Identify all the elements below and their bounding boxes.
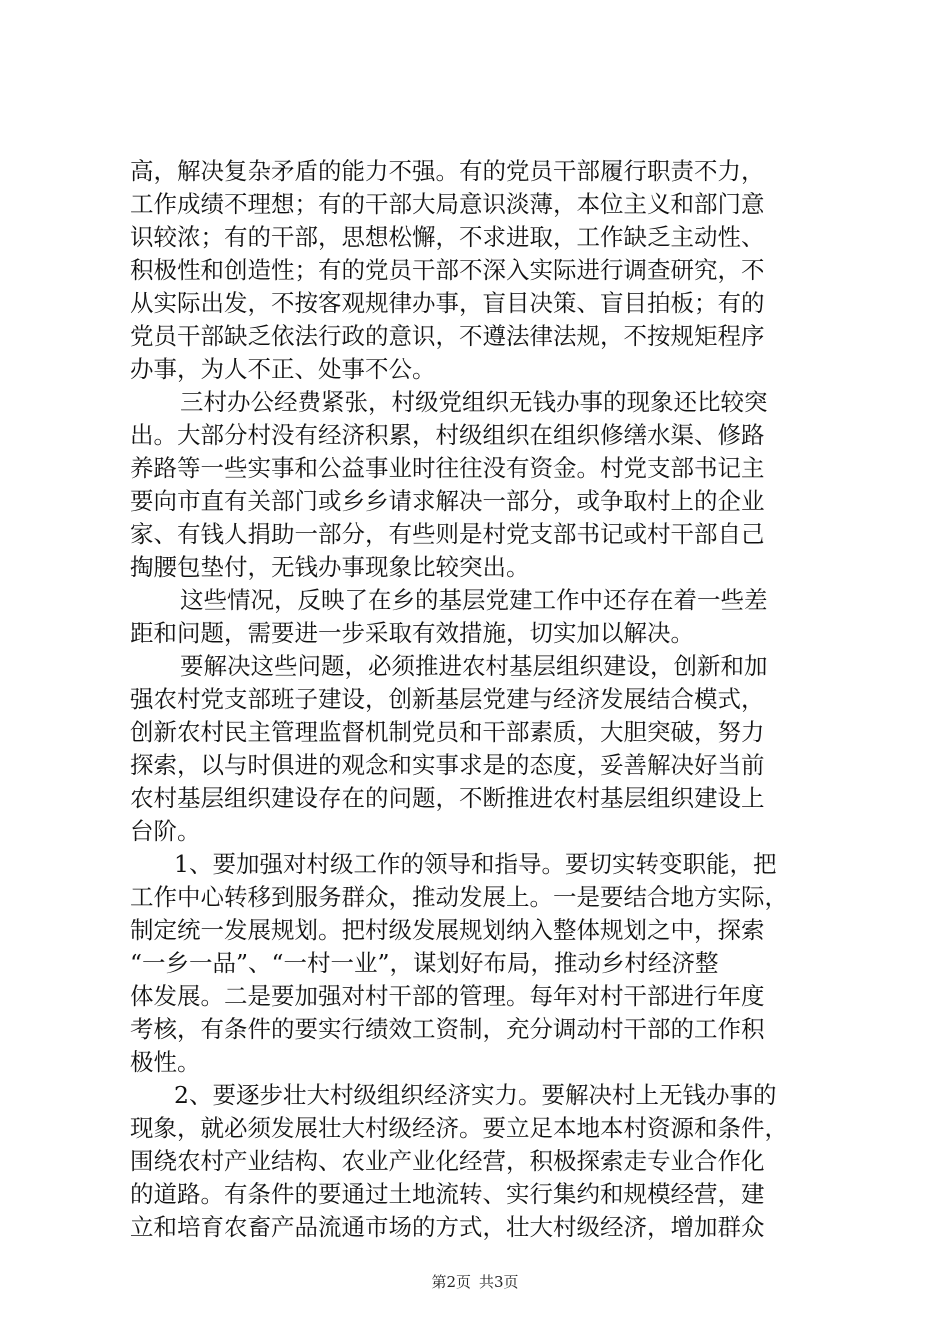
text-line: 强农村党支部班子建设，创新基层党建与经济发展结合模式，: [130, 685, 765, 713]
paragraph: [130, 848, 830, 1079]
paragraph: [130, 1079, 830, 1244]
text-line: 台阶。: [130, 817, 201, 845]
text-line: 2、要逐步壮大村级组织经济实力。要解决村上无钱办事的: [174, 1081, 777, 1109]
text-line: 农村基层组织建设存在的问题，不断推进农村基层组织建设上: [130, 784, 765, 812]
paragraph: [130, 155, 830, 386]
text-line: 距和问题，需要进一步采取有效措施，切实加以解决。: [130, 619, 694, 647]
paragraph: [130, 386, 830, 584]
text-line: 要解决这些问题，必须推进农村基层组织建设，创新和加: [180, 652, 768, 680]
text-line: 掏腰包垫付，无钱办事现象比较突出。: [130, 553, 530, 581]
text-line: 1、要加强对村级工作的领导和指导。要切实转变职能，把: [174, 850, 777, 878]
text-line: 党员干部缺乏依法行政的意识，不遵法律法规，不按规矩程序: [130, 322, 765, 350]
page-number: 第2页: [431, 1273, 471, 1291]
text-line: 探索，以与时俱进的观念和实事求是的态度，妥善解决好当前: [130, 751, 765, 779]
text-line: 考核，有条件的要实行绩效工资制，充分调动村干部的工作积: [130, 1015, 765, 1043]
page-footer: [0, 1272, 950, 1292]
text-line: 养路等一些实事和公益事业时往往没有资金。村党支部书记主: [130, 454, 765, 482]
text-line: 要向市直有关部门或乡乡请求解决一部分，或争取村上的企业: [130, 487, 765, 515]
text-line: 这些情况，反映了在乡的基层党建工作中还存在着一些差: [180, 586, 768, 614]
document-body: [130, 155, 830, 1244]
text-line: 围绕农村产业结构、农业产业化经营，积极探索走专业合作化: [130, 1147, 765, 1175]
text-line: “一乡一品”、“一村一业”，谋划好布局，推动乡村经济整: [130, 949, 719, 977]
text-line: 出。大部分村没有经济积累，村级组织在组织修缮水渠、修路: [130, 421, 765, 449]
text-line: 立和培育农畜产品流通市场的方式，壮大村级经济，增加群众: [130, 1213, 765, 1241]
paragraph: [130, 584, 830, 650]
text-line: 积极性和创造性；有的党员干部不深入实际进行调查研究，不: [130, 256, 765, 284]
text-line: 制定统一发展规划。把村级发展规划纳入整体规划之中，探索: [130, 916, 765, 944]
text-line: 工作中心转移到服务群众，推动发展上。一是要结合地方实际，: [130, 883, 788, 911]
paragraph: [130, 650, 830, 848]
text-line: 创新农村民主管理监督机制党员和干部素质，大胆突破，努力: [130, 718, 765, 746]
page-total: 共3页: [479, 1273, 519, 1291]
text-line: 工作成绩不理想；有的干部大局意识淡薄，本位主义和部门意: [130, 190, 765, 218]
text-line: 的道路。有条件的要通过土地流转、实行集约和规模经营，建: [130, 1180, 765, 1208]
text-line: 办事，为人不正、处事不公。: [130, 355, 436, 383]
text-line: 识较浓；有的干部，思想松懈，不求进取，工作缺乏主动性、: [130, 223, 765, 251]
text-line: 家、有钱人捐助一部分，有些则是村党支部书记或村干部自己: [130, 520, 765, 548]
text-line: 从实际出发，不按客观规律办事，盲目决策、盲目拍板；有的: [130, 289, 765, 317]
text-line: 极性。: [130, 1048, 201, 1076]
text-line: 现象，就必须发展壮大村级经济。要立足本地本村资源和条件，: [130, 1114, 788, 1142]
text-line: 三村办公经费紧张，村级党组织无钱办事的现象还比较突: [180, 388, 768, 416]
text-line: 高，解决复杂矛盾的能力不强。有的党员干部履行职责不力，: [130, 157, 765, 185]
text-line: 体发展。二是要加强对村干部的管理。每年对村干部进行年度: [130, 982, 765, 1010]
